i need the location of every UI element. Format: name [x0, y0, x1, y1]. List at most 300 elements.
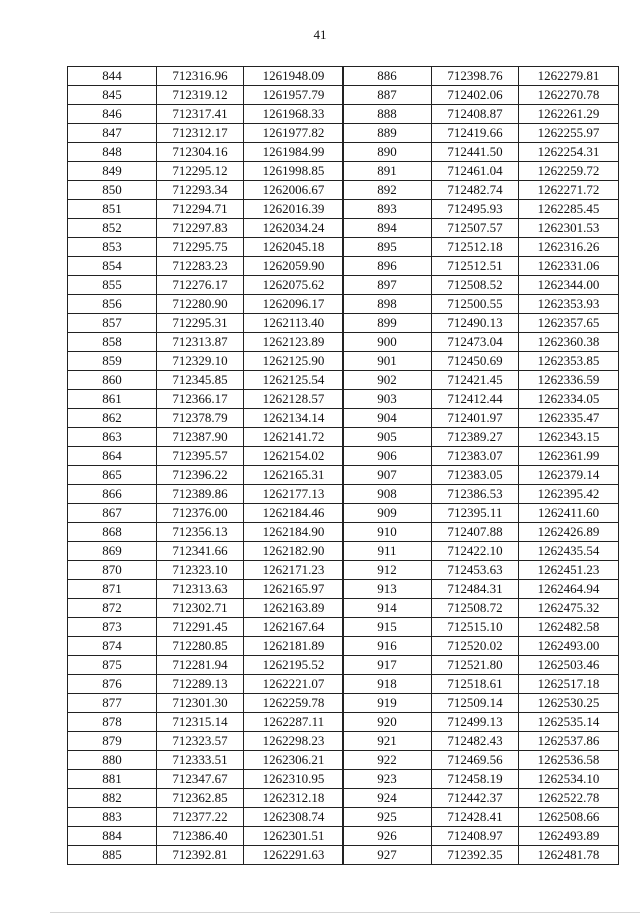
point-number-cell: 916	[343, 637, 432, 656]
table-row	[343, 713, 619, 732]
x-coordinate-cell: 712294.71	[157, 200, 244, 219]
point-number-cell: 904	[343, 409, 432, 428]
point-number-cell: 852	[68, 219, 157, 238]
y-coordinate-cell: 1262353.93	[519, 295, 619, 314]
y-coordinate-cell: 1262535.14	[519, 713, 619, 732]
x-coordinate-cell: 712442.37	[432, 789, 519, 808]
point-number-cell: 908	[343, 485, 432, 504]
x-coordinate-cell: 712295.12	[157, 162, 244, 181]
point-number-cell: 881	[68, 770, 157, 789]
x-coordinate-cell: 712428.41	[432, 808, 519, 827]
point-number-cell: 906	[343, 447, 432, 466]
table-row	[68, 238, 344, 257]
table-row	[68, 751, 344, 770]
coordinates-table-right	[342, 66, 619, 865]
point-number-cell: 844	[68, 67, 157, 86]
y-coordinate-cell: 1262481.78	[519, 846, 619, 865]
y-coordinate-cell: 1262301.53	[519, 219, 619, 238]
table-row	[343, 675, 619, 694]
x-coordinate-cell: 712312.17	[157, 124, 244, 143]
table-row	[343, 200, 619, 219]
y-coordinate-cell: 1261998.85	[244, 162, 344, 181]
y-coordinate-cell: 1262006.67	[244, 181, 344, 200]
table-row	[68, 371, 344, 390]
y-coordinate-cell: 1262475.32	[519, 599, 619, 618]
table-row	[343, 219, 619, 238]
point-number-cell: 886	[343, 67, 432, 86]
point-number-cell: 924	[343, 789, 432, 808]
point-number-cell: 866	[68, 485, 157, 504]
point-number-cell: 873	[68, 618, 157, 637]
x-coordinate-cell: 712520.02	[432, 637, 519, 656]
table-row	[68, 447, 344, 466]
point-number-cell: 909	[343, 504, 432, 523]
point-number-cell: 849	[68, 162, 157, 181]
y-coordinate-cell: 1262508.66	[519, 808, 619, 827]
point-number-cell: 922	[343, 751, 432, 770]
table-row	[343, 333, 619, 352]
y-coordinate-cell: 1262411.60	[519, 504, 619, 523]
x-coordinate-cell: 712283.23	[157, 257, 244, 276]
x-coordinate-cell: 712499.13	[432, 713, 519, 732]
point-number-cell: 927	[343, 846, 432, 865]
y-coordinate-cell: 1262361.99	[519, 447, 619, 466]
y-coordinate-cell: 1262261.29	[519, 105, 619, 124]
y-coordinate-cell: 1262154.02	[244, 447, 344, 466]
x-coordinate-cell: 712323.10	[157, 561, 244, 580]
point-number-cell: 918	[343, 675, 432, 694]
point-number-cell: 867	[68, 504, 157, 523]
point-number-cell: 872	[68, 599, 157, 618]
table-row	[343, 618, 619, 637]
point-number-cell: 882	[68, 789, 157, 808]
x-coordinate-cell: 712317.41	[157, 105, 244, 124]
table-row	[343, 580, 619, 599]
x-coordinate-cell: 712362.85	[157, 789, 244, 808]
point-number-cell: 897	[343, 276, 432, 295]
y-coordinate-cell: 1262291.63	[244, 846, 344, 865]
y-coordinate-cell: 1262221.07	[244, 675, 344, 694]
point-number-cell: 911	[343, 542, 432, 561]
table-row	[343, 181, 619, 200]
x-coordinate-cell: 712421.45	[432, 371, 519, 390]
x-coordinate-cell: 712401.97	[432, 409, 519, 428]
y-coordinate-cell: 1261984.99	[244, 143, 344, 162]
y-coordinate-cell: 1262254.31	[519, 143, 619, 162]
table-row	[68, 713, 344, 732]
x-coordinate-cell: 712329.10	[157, 352, 244, 371]
point-number-cell: 896	[343, 257, 432, 276]
table-row	[343, 732, 619, 751]
point-number-cell: 856	[68, 295, 157, 314]
table-row	[68, 409, 344, 428]
point-number-cell: 869	[68, 542, 157, 561]
y-coordinate-cell: 1262134.14	[244, 409, 344, 428]
table-row	[343, 561, 619, 580]
y-coordinate-cell: 1262125.54	[244, 371, 344, 390]
point-number-cell: 868	[68, 523, 157, 542]
table-row	[343, 162, 619, 181]
x-coordinate-cell: 712383.05	[432, 466, 519, 485]
point-number-cell: 892	[343, 181, 432, 200]
y-coordinate-cell: 1262353.85	[519, 352, 619, 371]
x-coordinate-cell: 712508.52	[432, 276, 519, 295]
table-row	[343, 485, 619, 504]
bottom-divider	[50, 912, 640, 913]
table-row	[343, 124, 619, 143]
point-number-cell: 848	[68, 143, 157, 162]
table-row	[68, 257, 344, 276]
x-coordinate-cell: 712395.11	[432, 504, 519, 523]
x-coordinate-cell: 712392.35	[432, 846, 519, 865]
y-coordinate-cell: 1262426.89	[519, 523, 619, 542]
x-coordinate-cell: 712295.75	[157, 238, 244, 257]
point-number-cell: 876	[68, 675, 157, 694]
table-row	[68, 789, 344, 808]
table-row	[343, 352, 619, 371]
point-number-cell: 914	[343, 599, 432, 618]
table-row	[343, 105, 619, 124]
x-coordinate-cell: 712396.22	[157, 466, 244, 485]
x-coordinate-cell: 712402.06	[432, 86, 519, 105]
point-number-cell: 900	[343, 333, 432, 352]
y-coordinate-cell: 1262128.57	[244, 390, 344, 409]
y-coordinate-cell: 1262310.95	[244, 770, 344, 789]
point-number-cell: 926	[343, 827, 432, 846]
point-number-cell: 893	[343, 200, 432, 219]
table-row	[68, 314, 344, 333]
point-number-cell: 860	[68, 371, 157, 390]
y-coordinate-cell: 1262123.89	[244, 333, 344, 352]
x-coordinate-cell: 712495.93	[432, 200, 519, 219]
x-coordinate-cell: 712356.13	[157, 523, 244, 542]
x-coordinate-cell: 712408.87	[432, 105, 519, 124]
table-row	[68, 219, 344, 238]
x-coordinate-cell: 712383.07	[432, 447, 519, 466]
x-coordinate-cell: 712389.27	[432, 428, 519, 447]
point-number-cell: 871	[68, 580, 157, 599]
y-coordinate-cell: 1262503.46	[519, 656, 619, 675]
table-row	[343, 846, 619, 865]
point-number-cell: 885	[68, 846, 157, 865]
point-number-cell: 894	[343, 219, 432, 238]
table-row	[68, 808, 344, 827]
point-number-cell: 858	[68, 333, 157, 352]
point-number-cell: 874	[68, 637, 157, 656]
x-coordinate-cell: 712453.63	[432, 561, 519, 580]
x-coordinate-cell: 712316.96	[157, 67, 244, 86]
point-number-cell: 880	[68, 751, 157, 770]
x-coordinate-cell: 712304.16	[157, 143, 244, 162]
table-row	[68, 675, 344, 694]
x-coordinate-cell: 712461.04	[432, 162, 519, 181]
x-coordinate-cell: 712323.57	[157, 732, 244, 751]
y-coordinate-cell: 1262301.51	[244, 827, 344, 846]
point-number-cell: 850	[68, 181, 157, 200]
x-coordinate-cell: 712378.79	[157, 409, 244, 428]
table-row	[68, 276, 344, 295]
point-number-cell: 902	[343, 371, 432, 390]
table-row	[343, 599, 619, 618]
x-coordinate-cell: 712291.45	[157, 618, 244, 637]
coordinates-table-left-body	[68, 67, 344, 865]
point-number-cell: 915	[343, 618, 432, 637]
point-number-cell: 845	[68, 86, 157, 105]
point-number-cell: 913	[343, 580, 432, 599]
y-coordinate-cell: 1262075.62	[244, 276, 344, 295]
table-row	[68, 580, 344, 599]
x-coordinate-cell: 712518.61	[432, 675, 519, 694]
y-coordinate-cell: 1262451.23	[519, 561, 619, 580]
y-coordinate-cell: 1262165.31	[244, 466, 344, 485]
y-coordinate-cell: 1262517.18	[519, 675, 619, 694]
x-coordinate-cell: 712507.57	[432, 219, 519, 238]
x-coordinate-cell: 712347.67	[157, 770, 244, 789]
table-row	[68, 105, 344, 124]
point-number-cell: 870	[68, 561, 157, 580]
y-coordinate-cell: 1262395.42	[519, 485, 619, 504]
table-row	[68, 504, 344, 523]
y-coordinate-cell: 1262259.72	[519, 162, 619, 181]
y-coordinate-cell: 1262343.15	[519, 428, 619, 447]
y-coordinate-cell: 1262165.97	[244, 580, 344, 599]
y-coordinate-cell: 1262464.94	[519, 580, 619, 599]
x-coordinate-cell: 712408.97	[432, 827, 519, 846]
table-row	[343, 542, 619, 561]
y-coordinate-cell: 1262312.18	[244, 789, 344, 808]
x-coordinate-cell: 712301.30	[157, 694, 244, 713]
y-coordinate-cell: 1262184.46	[244, 504, 344, 523]
y-coordinate-cell: 1262493.89	[519, 827, 619, 846]
y-coordinate-cell: 1262125.90	[244, 352, 344, 371]
y-coordinate-cell: 1262298.23	[244, 732, 344, 751]
x-coordinate-cell: 712422.10	[432, 542, 519, 561]
x-coordinate-cell: 712389.86	[157, 485, 244, 504]
point-number-cell: 887	[343, 86, 432, 105]
table-row	[343, 751, 619, 770]
table-row	[343, 523, 619, 542]
y-coordinate-cell: 1261957.79	[244, 86, 344, 105]
table-row	[343, 371, 619, 390]
point-number-cell: 923	[343, 770, 432, 789]
y-coordinate-cell: 1262344.00	[519, 276, 619, 295]
y-coordinate-cell: 1262536.58	[519, 751, 619, 770]
table-row	[343, 276, 619, 295]
table-row	[68, 67, 344, 86]
table-row	[68, 86, 344, 105]
page-number: 41	[313, 27, 327, 42]
x-coordinate-cell: 712341.66	[157, 542, 244, 561]
x-coordinate-cell: 712281.94	[157, 656, 244, 675]
y-coordinate-cell: 1261977.82	[244, 124, 344, 143]
y-coordinate-cell: 1262335.47	[519, 409, 619, 428]
point-number-cell: 883	[68, 808, 157, 827]
table-row	[343, 656, 619, 675]
x-coordinate-cell: 712512.51	[432, 257, 519, 276]
table-row	[343, 238, 619, 257]
y-coordinate-cell: 1262113.40	[244, 314, 344, 333]
y-coordinate-cell: 1262270.78	[519, 86, 619, 105]
x-coordinate-cell: 712469.56	[432, 751, 519, 770]
y-coordinate-cell: 1262360.38	[519, 333, 619, 352]
table-row	[343, 428, 619, 447]
point-number-cell: 857	[68, 314, 157, 333]
x-coordinate-cell: 712280.90	[157, 295, 244, 314]
table-row	[68, 333, 344, 352]
table-row	[68, 523, 344, 542]
x-coordinate-cell: 712508.72	[432, 599, 519, 618]
x-coordinate-cell: 712419.66	[432, 124, 519, 143]
x-coordinate-cell: 712386.40	[157, 827, 244, 846]
x-coordinate-cell: 712297.83	[157, 219, 244, 238]
point-number-cell: 846	[68, 105, 157, 124]
y-coordinate-cell: 1262255.97	[519, 124, 619, 143]
point-number-cell: 912	[343, 561, 432, 580]
point-number-cell: 863	[68, 428, 157, 447]
table-row	[68, 181, 344, 200]
y-coordinate-cell: 1262045.18	[244, 238, 344, 257]
x-coordinate-cell: 712302.71	[157, 599, 244, 618]
y-coordinate-cell: 1262287.11	[244, 713, 344, 732]
x-coordinate-cell: 712407.88	[432, 523, 519, 542]
point-number-cell: 875	[68, 656, 157, 675]
coordinates-table-right-body	[343, 67, 619, 865]
y-coordinate-cell: 1262059.90	[244, 257, 344, 276]
x-coordinate-cell: 712484.31	[432, 580, 519, 599]
table-row	[343, 390, 619, 409]
table-row	[68, 466, 344, 485]
y-coordinate-cell: 1262482.58	[519, 618, 619, 637]
table-row	[68, 124, 344, 143]
point-number-cell: 895	[343, 238, 432, 257]
table-row	[68, 656, 344, 675]
point-number-cell: 884	[68, 827, 157, 846]
point-number-cell: 901	[343, 352, 432, 371]
point-number-cell: 847	[68, 124, 157, 143]
table-row	[68, 618, 344, 637]
table-row	[68, 599, 344, 618]
x-coordinate-cell: 712319.12	[157, 86, 244, 105]
x-coordinate-cell: 712289.13	[157, 675, 244, 694]
point-number-cell: 861	[68, 390, 157, 409]
x-coordinate-cell: 712313.87	[157, 333, 244, 352]
table-row	[343, 67, 619, 86]
x-coordinate-cell: 712345.85	[157, 371, 244, 390]
point-number-cell: 862	[68, 409, 157, 428]
y-coordinate-cell: 1262141.72	[244, 428, 344, 447]
point-number-cell: 859	[68, 352, 157, 371]
table-row	[343, 827, 619, 846]
table-row	[68, 732, 344, 751]
table-row	[68, 428, 344, 447]
coordinates-table-left	[67, 66, 344, 865]
table-row	[68, 694, 344, 713]
point-number-cell: 851	[68, 200, 157, 219]
x-coordinate-cell: 712458.19	[432, 770, 519, 789]
x-coordinate-cell: 712376.00	[157, 504, 244, 523]
x-coordinate-cell: 712280.85	[157, 637, 244, 656]
point-number-cell: 920	[343, 713, 432, 732]
y-coordinate-cell: 1262285.45	[519, 200, 619, 219]
table-row	[68, 200, 344, 219]
table-row	[343, 504, 619, 523]
y-coordinate-cell: 1262016.39	[244, 200, 344, 219]
y-coordinate-cell: 1262336.59	[519, 371, 619, 390]
x-coordinate-cell: 712315.14	[157, 713, 244, 732]
point-number-cell: 855	[68, 276, 157, 295]
table-row	[343, 409, 619, 428]
point-number-cell: 890	[343, 143, 432, 162]
x-coordinate-cell: 712386.53	[432, 485, 519, 504]
table-row	[343, 257, 619, 276]
table-row	[68, 295, 344, 314]
y-coordinate-cell: 1262271.72	[519, 181, 619, 200]
table-row	[68, 637, 344, 656]
table-row	[343, 808, 619, 827]
point-number-cell: 889	[343, 124, 432, 143]
point-number-cell: 907	[343, 466, 432, 485]
x-coordinate-cell: 712387.90	[157, 428, 244, 447]
x-coordinate-cell: 712377.22	[157, 808, 244, 827]
point-number-cell: 903	[343, 390, 432, 409]
table-row	[343, 466, 619, 485]
y-coordinate-cell: 1262259.78	[244, 694, 344, 713]
x-coordinate-cell: 712521.80	[432, 656, 519, 675]
point-number-cell: 917	[343, 656, 432, 675]
table-row	[343, 447, 619, 466]
y-coordinate-cell: 1262493.00	[519, 637, 619, 656]
point-number-cell: 864	[68, 447, 157, 466]
table-row	[68, 390, 344, 409]
x-coordinate-cell: 712412.44	[432, 390, 519, 409]
point-number-cell: 919	[343, 694, 432, 713]
x-coordinate-cell: 712441.50	[432, 143, 519, 162]
y-coordinate-cell: 1262195.52	[244, 656, 344, 675]
y-coordinate-cell: 1262522.78	[519, 789, 619, 808]
table-row	[343, 694, 619, 713]
y-coordinate-cell: 1262308.74	[244, 808, 344, 827]
x-coordinate-cell: 712450.69	[432, 352, 519, 371]
table-row	[68, 770, 344, 789]
table-row	[343, 770, 619, 789]
table-row	[68, 827, 344, 846]
y-coordinate-cell: 1262537.86	[519, 732, 619, 751]
table-row	[343, 295, 619, 314]
y-coordinate-cell: 1262534.10	[519, 770, 619, 789]
x-coordinate-cell: 712509.14	[432, 694, 519, 713]
x-coordinate-cell: 712515.10	[432, 618, 519, 637]
y-coordinate-cell: 1262171.23	[244, 561, 344, 580]
y-coordinate-cell: 1262530.25	[519, 694, 619, 713]
x-coordinate-cell: 712313.63	[157, 580, 244, 599]
y-coordinate-cell: 1262316.26	[519, 238, 619, 257]
x-coordinate-cell: 712500.55	[432, 295, 519, 314]
table-row	[68, 352, 344, 371]
point-number-cell: 854	[68, 257, 157, 276]
point-number-cell: 891	[343, 162, 432, 181]
table-row	[343, 86, 619, 105]
point-number-cell: 899	[343, 314, 432, 333]
table-row	[343, 637, 619, 656]
point-number-cell: 898	[343, 295, 432, 314]
table-row	[343, 789, 619, 808]
point-number-cell: 905	[343, 428, 432, 447]
point-number-cell: 888	[343, 105, 432, 124]
y-coordinate-cell: 1261948.09	[244, 67, 344, 86]
point-number-cell: 910	[343, 523, 432, 542]
x-coordinate-cell: 712490.13	[432, 314, 519, 333]
y-coordinate-cell: 1262163.89	[244, 599, 344, 618]
